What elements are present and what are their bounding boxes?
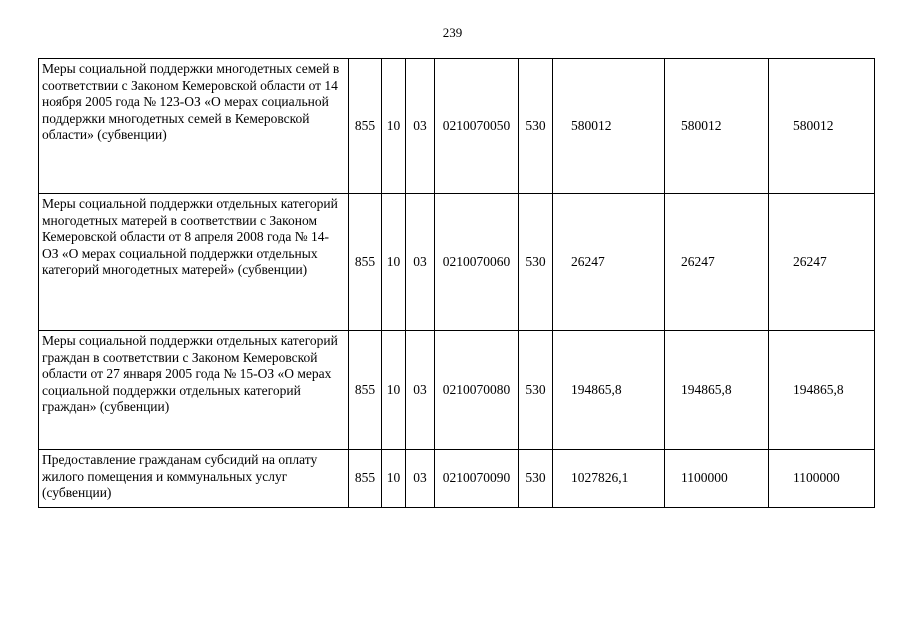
- amount-year-3: 1100000: [769, 450, 875, 508]
- page-number: 239: [442, 25, 463, 40]
- table-row: [39, 450, 875, 508]
- expense-type-code: 530: [519, 59, 553, 194]
- amount-year-3: 26247: [769, 194, 875, 331]
- amount-year-1: 194865,8: [553, 331, 665, 450]
- target-article-code: 0210070080: [435, 331, 519, 450]
- section-code: 10: [382, 450, 406, 508]
- ministry-code: 855: [349, 59, 382, 194]
- amount-year-2: 194865,8: [665, 331, 769, 450]
- expense-type-code: 530: [519, 194, 553, 331]
- subsection-code: 03: [406, 194, 435, 331]
- section-code: 10: [382, 331, 406, 450]
- row-description: Предоставление гражданам субсидий на оплату жилого помещения и коммунальных услуг (субвенции): [39, 450, 349, 508]
- amount-year-1: 1027826,1: [553, 450, 665, 508]
- table-row: [39, 194, 875, 331]
- expense-type-code: 530: [519, 450, 553, 508]
- row-description: Меры социальной поддержки отдельных категорий многодетных матерей в соответствии с Законом Кемеровской области от 8 апреля 2008 года № 14-ОЗ «О мерах социальной поддержки отдельных категорий многодетных матерей» (субвенции): [39, 194, 349, 331]
- section-code: 10: [382, 59, 406, 194]
- row-description: Меры социальной поддержки многодетных семей в соответствии с Законом Кемеровской области от 14 ноября 2005 года № 123-ОЗ «О мерах социальной поддержки многодетных семей в Кемеровской области» (субвенции): [39, 59, 349, 194]
- amount-year-1: 26247: [553, 194, 665, 331]
- subsection-code: 03: [406, 59, 435, 194]
- target-article-code: 0210070050: [435, 59, 519, 194]
- expense-type-code: 530: [519, 331, 553, 450]
- ministry-code: 855: [349, 450, 382, 508]
- amount-year-1: 580012: [553, 59, 665, 194]
- amount-year-2: 26247: [665, 194, 769, 331]
- amount-year-2: 580012: [665, 59, 769, 194]
- budget-table: [38, 58, 875, 508]
- section-code: 10: [382, 194, 406, 331]
- table-row: [39, 59, 875, 194]
- target-article-code: 0210070090: [435, 450, 519, 508]
- ministry-code: 855: [349, 331, 382, 450]
- row-description: Меры социальной поддержки отдельных категорий граждан в соответствии с Законом Кемеровской области от 27 января 2005 года № 15-ОЗ «О мерах социальной поддержки отдельных категорий граждан» (субвенции): [39, 331, 349, 450]
- amount-year-3: 580012: [769, 59, 875, 194]
- target-article-code: 0210070060: [435, 194, 519, 331]
- subsection-code: 03: [406, 331, 435, 450]
- subsection-code: 03: [406, 450, 435, 508]
- amount-year-2: 1100000: [665, 450, 769, 508]
- ministry-code: 855: [349, 194, 382, 331]
- table-row: [39, 331, 875, 450]
- amount-year-3: 194865,8: [769, 331, 875, 450]
